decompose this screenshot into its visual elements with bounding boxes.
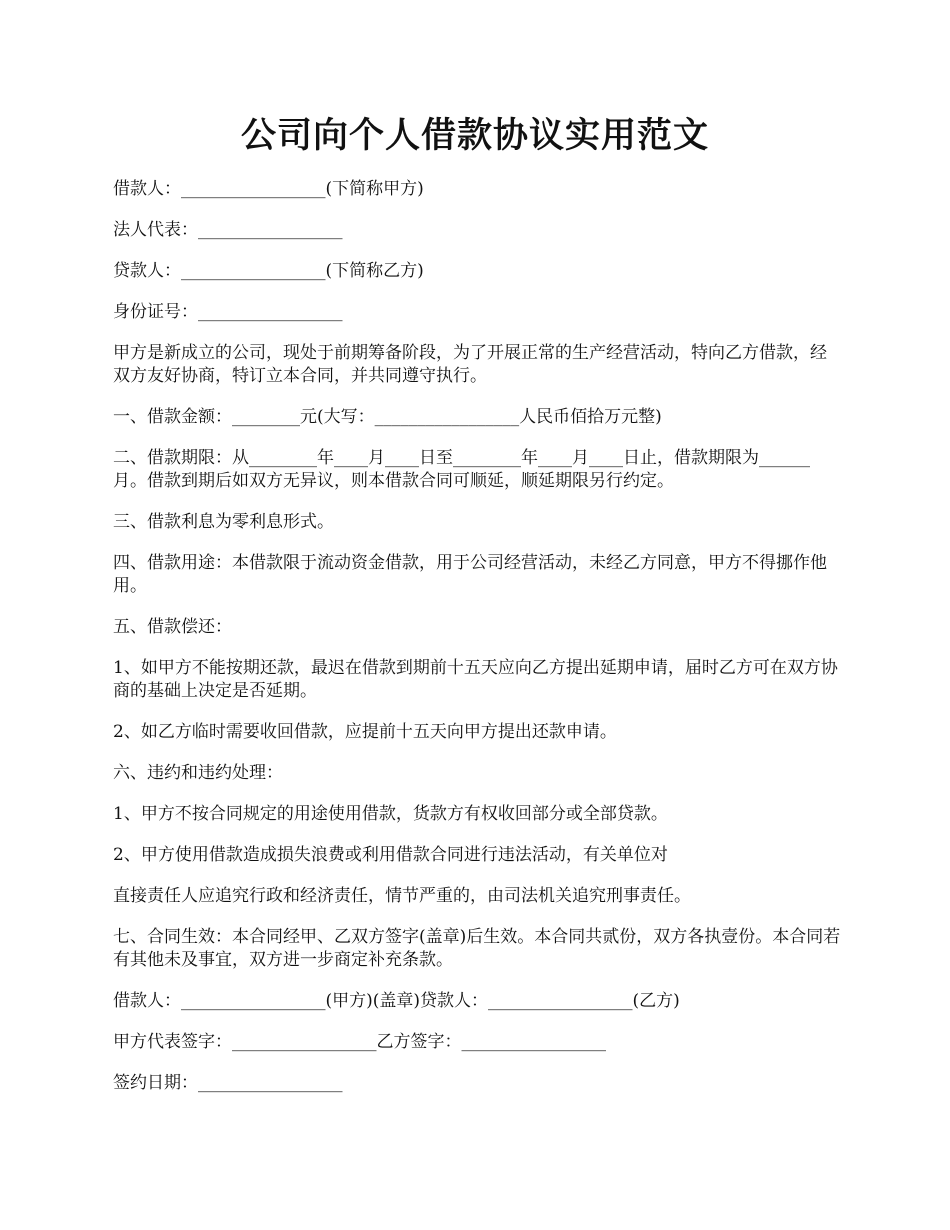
clause-interest: 三、借款利息为零利息形式。 — [113, 512, 334, 532]
repayment-item-1: 1、如甲方不能按期还款，最迟在借款到期前十五天应向乙方提出延期申请，届时乙方可在双方协商的基础上决定是否延期。 — [113, 658, 838, 701]
breach-item-1: 1、甲方不按合同规定的用途使用借款，货款方有权收回部分或全部贷款。 — [113, 804, 668, 824]
lender-line: 贷款人：_________________(下简称乙方) — [113, 261, 424, 281]
legal-rep-line: 法人代表：_________________ — [113, 220, 343, 240]
clause-repayment-heading: 五、借款偿还： — [113, 617, 232, 637]
clause-loan-term: 二、借款期限：从________年____月____日至________年____月____日止，借款期限为______月。借款到期后如双方无异议，则本借款合同可顺延，顺延期限另行约定。 — [113, 448, 810, 491]
signing-date-line: 签约日期：_________________ — [113, 1073, 343, 1093]
breach-item-2-continued: 直接责任人应追究行政和经济责任，情节严重的，由司法机关追究刑事责任。 — [113, 886, 691, 906]
breach-item-2: 2、甲方使用借款造成损失浪费或利用借款合同进行违法活动，有关单位对 — [113, 845, 668, 865]
document-body — [113, 178, 841, 1113]
id-number-line: 身份证号：_________________ — [113, 302, 343, 322]
borrower-line: 借款人：_________________(下简称甲方) — [113, 179, 424, 199]
repayment-item-2: 2、如乙方临时需要收回借款，应提前十五天向甲方提出还款申请。 — [113, 722, 617, 742]
clause-loan-amount: 一、借款金额：________元(大写：_________________人民币佰拾万元整) — [113, 407, 662, 427]
document-title: 公司向个人借款协议实用范文 — [240, 115, 709, 156]
preamble-paragraph: 甲方是新成立的公司，现处于前期筹备阶段，为了开展正常的生产经营活动，特向乙方借款，经双方友好协商，特订立本合同，并共同遵守执行。 — [113, 343, 827, 386]
signature-parties-line: 借款人：_________________(甲方)(盖章)贷款人：_________________(乙方) — [113, 991, 680, 1011]
clause-breach-heading: 六、违约和违约处理： — [113, 763, 283, 783]
clause-loan-purpose: 四、借款用途：本借款限于流动资金借款，用于公司经营活动，未经乙方同意，甲方不得挪作他用。 — [113, 553, 827, 596]
signature-representatives-line: 甲方代表签字：_________________乙方签字：_________________ — [113, 1032, 606, 1052]
clause-effectiveness: 七、合同生效：本合同经甲、乙双方签字(盖章)后生效。本合同共贰份，双方各执壹份。本合同若有其他未及事宜，双方进一步商定补充条款。 — [113, 927, 841, 970]
